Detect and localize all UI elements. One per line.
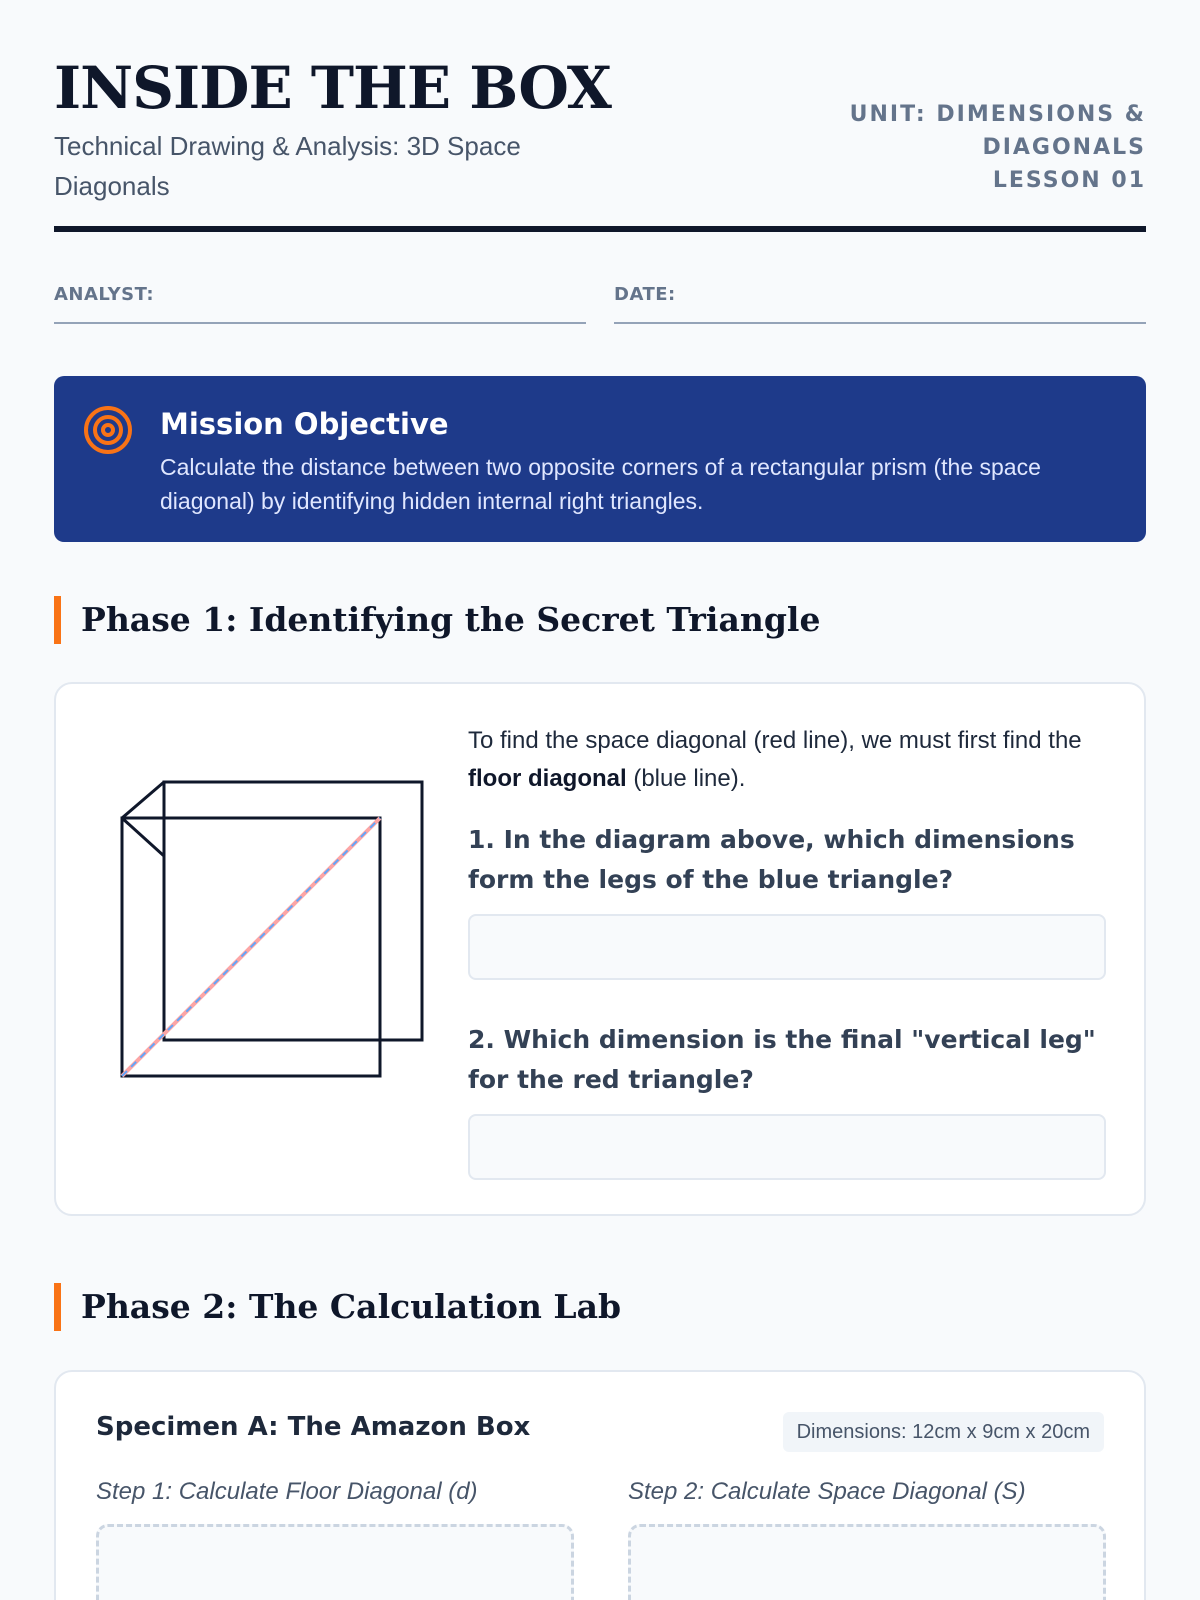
phase-1-questions xyxy=(468,722,1108,1180)
phase-2-card xyxy=(54,1370,1146,1600)
mission-text: Calculate the distance between two opposite corners of a rectangular prism (the space diagonal) by identifying hidden internal right triangles. xyxy=(160,454,1041,514)
page-subtitle: Technical Drawing & Analysis: 3D Space Diagonals xyxy=(54,131,521,201)
phase-1-card xyxy=(54,682,1146,1216)
unit-line-2: DIAGONALS xyxy=(982,135,1146,160)
step-1-workspace[interactable] xyxy=(96,1524,574,1600)
answer-1-input[interactable] xyxy=(468,914,1106,980)
question-1: 1. In the diagram above, which dimensions form the legs of the blue triangle? xyxy=(468,825,1075,894)
mission-objective-banner xyxy=(54,376,1146,542)
page-title: INSIDE THE BOX xyxy=(54,54,611,122)
depth-edge-top xyxy=(122,782,164,818)
phase-1-heading: Phase 1: Identifying the Secret Triangle xyxy=(54,596,820,644)
back-face xyxy=(164,782,422,1040)
intro-text-post: (blue line). xyxy=(626,765,746,792)
specimen-title: Specimen A: The Amazon Box xyxy=(96,1412,531,1442)
date-field[interactable] xyxy=(614,284,1146,324)
step-1-label: Step 1: Calculate Floor Diagonal (d) xyxy=(96,1478,478,1505)
intro-text-bold: floor diagonal xyxy=(468,765,627,792)
info-fields xyxy=(54,284,1146,324)
step-2-label: Step 2: Calculate Space Diagonal (S) xyxy=(628,1478,1026,1505)
prism-diagram xyxy=(114,772,444,1092)
target-icon xyxy=(82,404,134,456)
header xyxy=(54,52,1146,232)
step-2-workspace[interactable] xyxy=(628,1524,1106,1600)
answer-2-input[interactable] xyxy=(468,1114,1106,1180)
intro-text xyxy=(468,722,1108,798)
dimensions-badge: Dimensions: 12cm x 9cm x 20cm xyxy=(783,1412,1104,1452)
analyst-field[interactable] xyxy=(54,284,586,324)
phase-2-heading: Phase 2: The Calculation Lab xyxy=(54,1283,621,1331)
unit-line-3: LESSON 01 xyxy=(992,168,1146,193)
intro-text-pre: To find the space diagonal (red line), we must first find the xyxy=(468,727,1082,754)
unit-label xyxy=(806,98,1146,197)
mission-title: Mission Objective xyxy=(160,407,449,441)
depth-edge-bottom xyxy=(122,818,164,856)
header-divider xyxy=(54,226,1146,232)
question-2: 2. Which dimension is the final "vertical leg" for the red triangle? xyxy=(468,1025,1096,1094)
date-label: DATE: xyxy=(614,284,676,305)
analyst-label: ANALYST: xyxy=(54,284,155,305)
unit-line-1: UNIT: DIMENSIONS & xyxy=(849,102,1146,127)
